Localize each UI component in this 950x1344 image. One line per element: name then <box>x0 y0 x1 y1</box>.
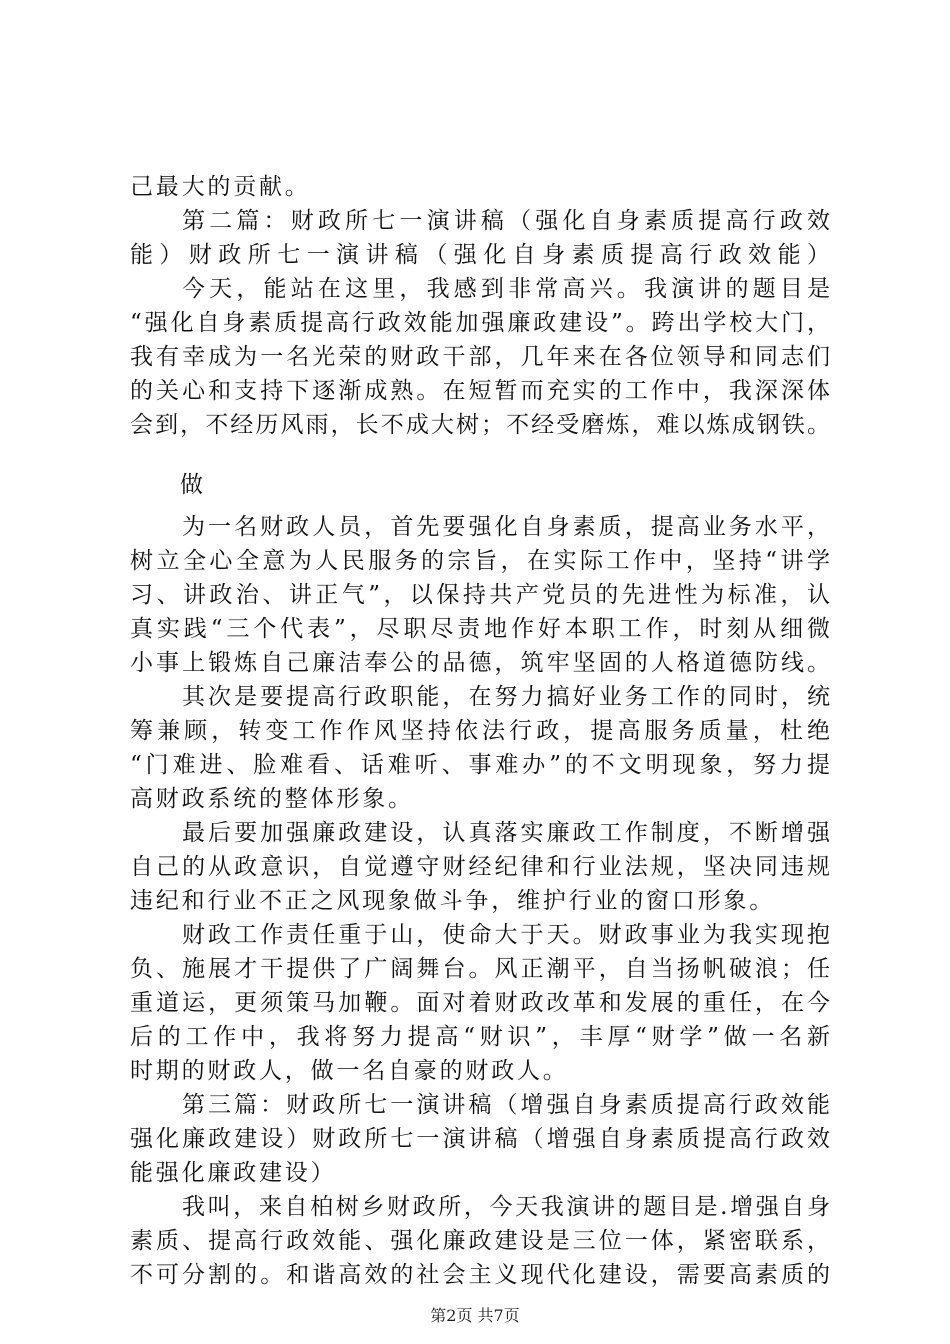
text-line: 重道运，更须策马加鞭。面对着财政改革和发展的重任，在今 <box>130 990 830 1016</box>
text-line: 我有幸成为一名光荣的财政干部，几年来在各位领导和同志们 <box>130 344 830 370</box>
text-line: 自己的从政意识，自觉遵守财经纪律和行业法规，坚决同违规 <box>130 854 830 880</box>
text-line: 己最大的贡献。 <box>130 174 311 200</box>
text-line: 做 <box>180 472 206 498</box>
text-line: 会到，不经历风雨，长不成大树；不经受磨炼，难以炼成钢铁。 <box>130 412 830 438</box>
text-line: 财政工作责任重于山，使命大于天。财政事业为我实现抱 <box>182 922 830 948</box>
text-line: 最后要加强廉政建设，认真落实廉政工作制度，不断增强 <box>182 820 830 846</box>
text-line: 树立全心全意为人民服务的宗旨，在实际工作中，坚持“讲学 <box>130 548 830 574</box>
text-line: 习、讲政治、讲正气”，以保持共产党员的先进性为标准，认 <box>130 582 830 608</box>
text-line: 我叫，来自柏树乡财政所，今天我演讲的题目是.增强自身 <box>182 1194 830 1220</box>
text-line: “强化自身素质提高行政效能加强廉政建设”。跨出学校大门， <box>130 310 830 336</box>
text-line: 筹兼顾，转变工作作风坚持依法行政，提高服务质量，杜绝 <box>130 718 830 744</box>
text-line: 为一名财政人员，首先要强化自身素质，提高业务水平， <box>182 514 830 540</box>
section-heading: 第二篇：财政所七一演讲稿（强化自身素质提高行政效 <box>182 208 830 234</box>
text-line: 高财政系统的整体形象。 <box>130 786 414 812</box>
text-line: 小事上锻炼自己廉洁奉公的品德，筑牢坚固的人格道德防线。 <box>130 650 830 676</box>
text-line: 今天，能站在这里，我感到非常高兴。我演讲的题目是 <box>182 276 830 302</box>
text-line: 素质、提高行政效能、强化廉政建设是三位一体，紧密联系， <box>130 1228 830 1254</box>
section-heading: 能强化廉政建设） <box>130 1160 337 1186</box>
text-line: 负、施展才干提供了广阔舞台。风正潮平，自当扬帆破浪；任 <box>130 956 830 982</box>
text-line: 真实践“三个代表”，尽职尽责地作好本职工作，时刻从细微 <box>130 616 830 642</box>
text-line: 不可分割的。和谐高效的社会主义现代化建设，需要高素质的 <box>130 1262 830 1288</box>
text-line: 的关心和支持下逐渐成熟。在短暂而充实的工作中，我深深体 <box>130 378 830 404</box>
section-heading: 强化廉政建设）财政所七一演讲稿（增强自身素质提高行政效 <box>130 1126 830 1152</box>
text-line: “门难进、脸难看、话难听、事难办”的不文明现象，努力提 <box>130 752 830 778</box>
text-line: 其次是要提高行政职能，在努力搞好业务工作的同时，统 <box>182 684 830 710</box>
section-heading: 能）财政所七一演讲稿（强化自身素质提高行政效能） <box>130 242 830 268</box>
section-heading: 第三篇：财政所七一演讲稿（增强自身素质提高行政效能 <box>182 1092 830 1118</box>
page-number-footer: 第2页 共7页 <box>430 1306 520 1325</box>
text-line: 时期的财政人，做一名自豪的财政人。 <box>130 1058 569 1084</box>
text-line: 后的工作中，我将努力提高“财识”，丰厚“财学”做一名新 <box>130 1024 830 1050</box>
text-line: 违纪和行业不正之风现象做斗争，维护行业的窗口形象。 <box>130 888 775 914</box>
